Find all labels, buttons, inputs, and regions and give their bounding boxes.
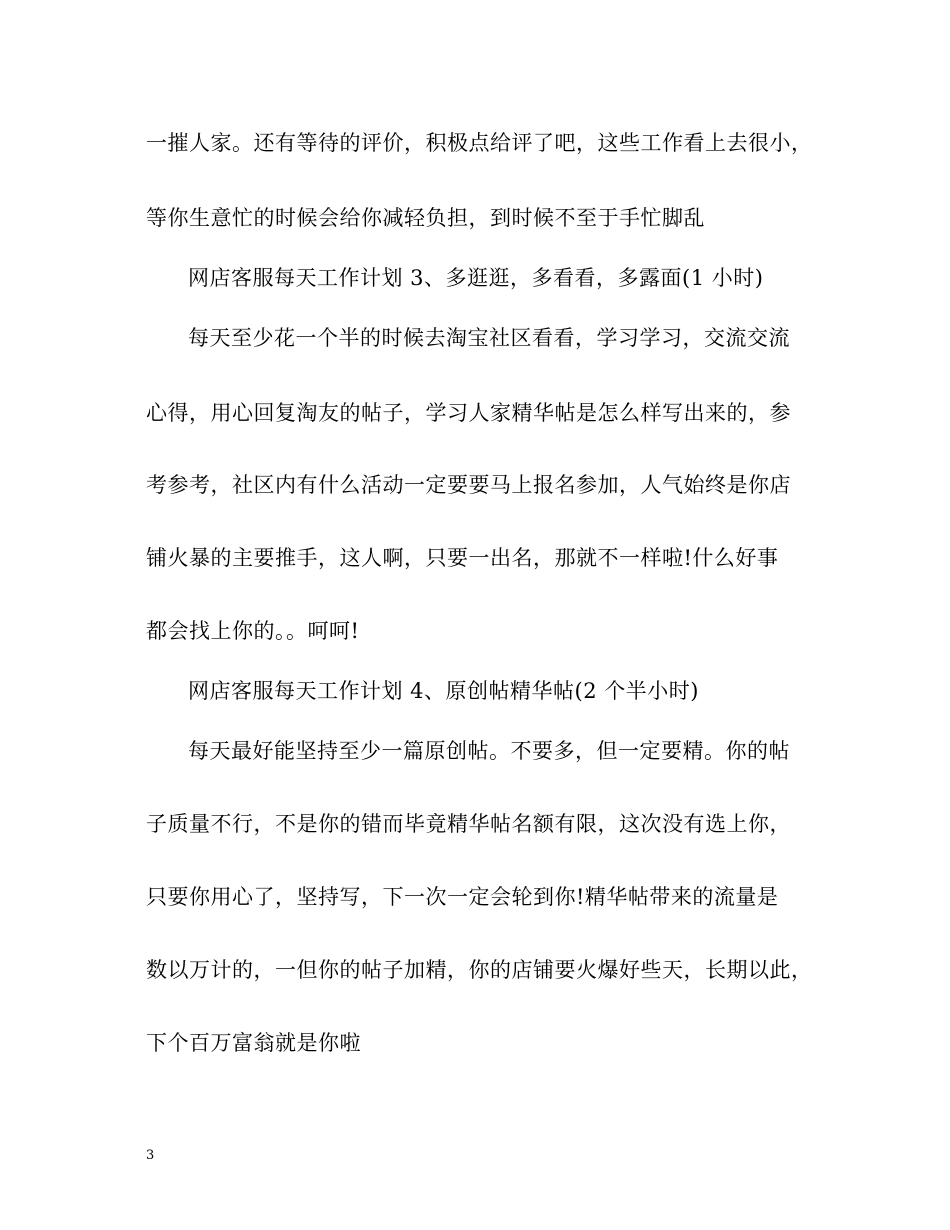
paragraph-line: 考参考，社区内有什么活动一定要要马上报名参加，人气始终是你店 xyxy=(146,473,791,497)
paragraph-line: 子质量不行，不是你的错而毕竟精华帖名额有限，这次没有选上你， xyxy=(146,812,791,836)
page-number: 3 xyxy=(146,1148,155,1163)
paragraph-line: 每天最好能坚持至少一篇原创帖。不要多，但一定要精。你的帖 xyxy=(188,739,790,763)
paragraph-line: 心得，用心回复淘友的帖子，学习人家精华帖是怎么样写出来的，参 xyxy=(146,401,791,425)
paragraph-line: 只要你用心了，坚持写，下一次一定会轮到你!精华帖带来的流量是 xyxy=(146,885,779,909)
paragraph-line: 都会找上你的。。呵呵! xyxy=(146,619,360,643)
paragraph-line: 铺火暴的主要推手，这人啊，只要一出名，那就不一样啦!什么好事 xyxy=(146,546,779,570)
paragraph-line: 下个百万富翁就是你啦 xyxy=(146,1031,361,1055)
section-heading: 网店客服每天工作计划 4、原创帖精华帖(2 个半小时) xyxy=(188,679,699,703)
paragraph-line: 等你生意忙的时候会给你减轻负担，到时候不至于手忙脚乱 xyxy=(146,206,705,230)
paragraph-line: 数以万计的，一但你的帖子加精，你的店铺要火爆好些天，长期以此， xyxy=(146,958,813,982)
paragraph-line: 每天至少花一个半的时候去淘宝社区看看，学习学习，交流交流 xyxy=(188,326,790,350)
paragraph-line: 一摧人家。还有等待的评价，积极点给评了吧，这些工作看上去很小， xyxy=(146,131,813,155)
section-heading: 网店客服每天工作计划 3、多逛逛，多看看，多露面(1 小时) xyxy=(188,266,764,290)
